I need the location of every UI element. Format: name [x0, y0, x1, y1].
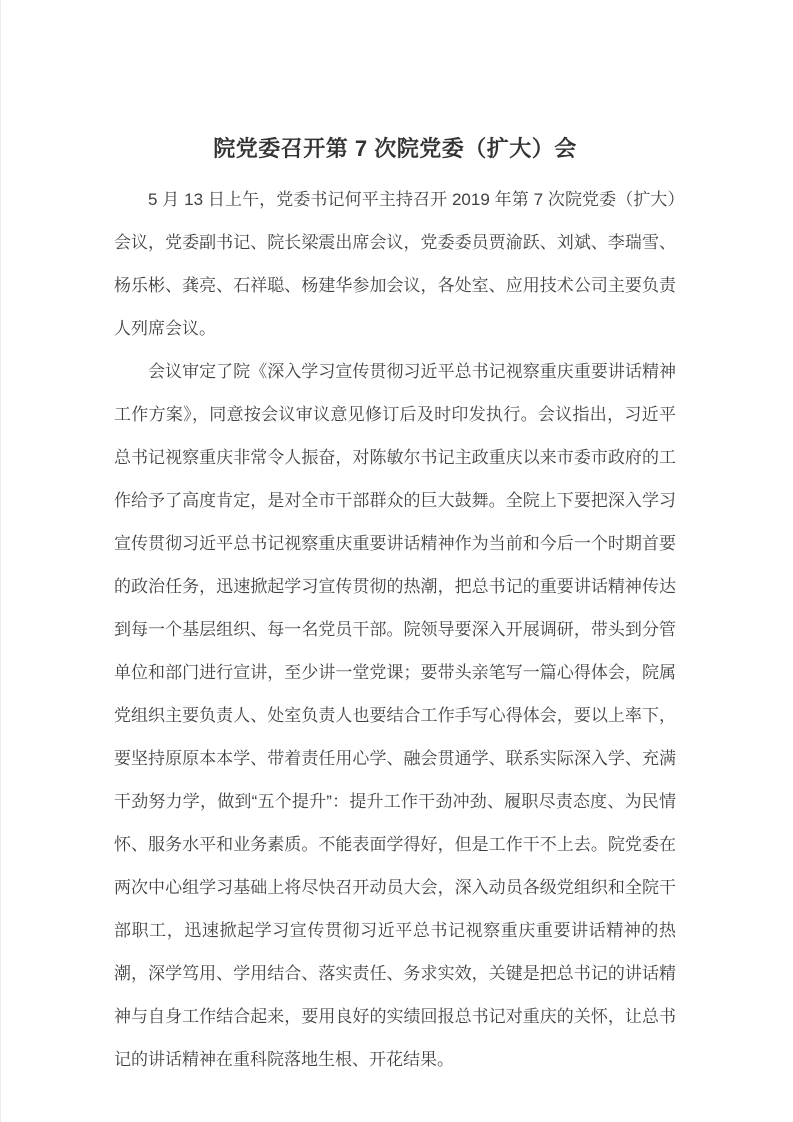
- paragraph-meeting-attendance: 5 月 13 日上午，党委书记何平主持召开 2019 年第 7 次院党委（扩大）会议，党委副书记、院长梁震出席会议，党委委员贾渝跃、刘斌、李瑞雪、杨乐彬、龚亮、石祥聪、杨建华参加会议，各处室、应用技术公司主要负责人列席会议。: [114, 190, 676, 338]
- document-title: 院党委召开第 7 次院党委（扩大）会: [213, 136, 577, 161]
- paragraph-meeting-resolution: 会议审定了院《深入学习宣传贯彻习近平总书记视察重庆重要讲话精神工作方案》，同意按会议审议意见修订后及时印发执行。会议指出，习近平总书记视察重庆非常令人振奋，对陈敏尔书记主政重庆以来市委市政府的工作给予了高度肯定，是对全市干部群众的巨大鼓舞。全院上下要把深入学习宣传贯彻习近平总书记视察重庆重要讲话精神作为当前和今后一个时期首要的政治任务，迅速掀起学习宣传贯彻的热潮，把总书记的重要讲话精神传达到每一个基层组织、每一名党员干部。院领导要深入开展调研，带头到分管单位和部门进行宣讲，至少讲一堂党课；要带头亲笔写一篇心得体会，院属党组织主要负责人、处室负责人也要结合工作手写心得体会，要以上率下，要坚持原原本本学、带着责任用心学、融会贯通学、联系实际深入学、充满干劲努力学，做到“五个提升”：提升工作干劲冲劲、履职尽责态度、为民情怀、服务水平和业务素质。不能表面学得好，但是工作干不上去。院党委在两次中心组学习基础上将尽快召开动员大会，深入动员各级党组织和全院干部职工，迅速掀起学习宣传贯彻习近平总书记视察重庆重要讲话精神的热潮，深学笃用、学用结合、落实责任、务求实效，关键是把总书记的讲话精神与自身工作结合起来，要用良好的实绩回报总书记对重庆的关怀，让总书记的讲话精神在重科院落地生根、开花结果。: [114, 362, 676, 1069]
- document-content: [1, 0, 793, 1081]
